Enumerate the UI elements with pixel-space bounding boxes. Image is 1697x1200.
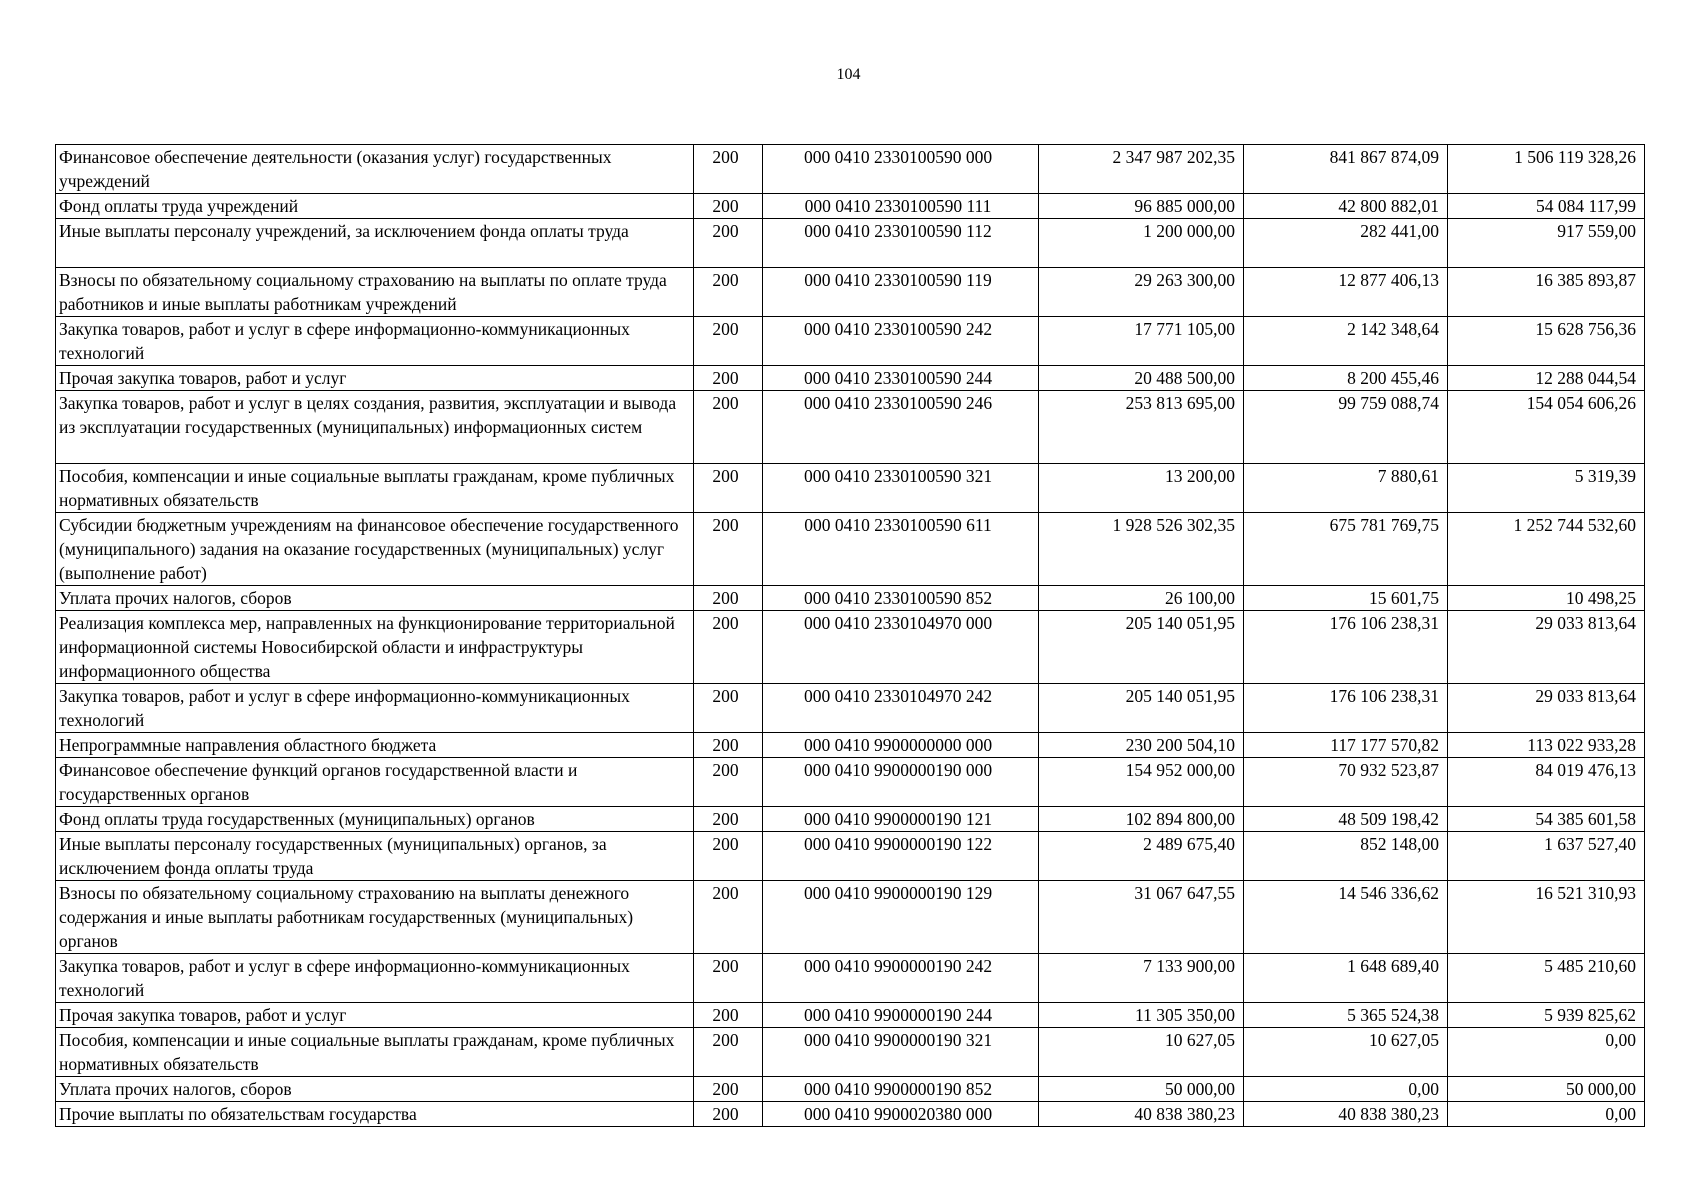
row-rest-cell: 54 385 601,58	[1448, 807, 1645, 832]
row-code-cell: 200	[694, 219, 763, 268]
row-code-cell: 200	[694, 832, 763, 881]
row-plan-cell: 2 347 987 202,35	[1039, 145, 1244, 194]
table-row	[56, 733, 1645, 758]
table-body	[56, 145, 1645, 1127]
row-kbk-cell: 000 0410 9900000000 000	[763, 733, 1039, 758]
row-name-cell: Пособия, компенсации и иные социальные выплаты гражданам, кроме публичных нормативных обязательств	[56, 1028, 694, 1077]
row-name-cell: Фонд оплаты труда учреждений	[56, 194, 694, 219]
row-rest-cell: 29 033 813,64	[1448, 611, 1645, 684]
row-plan-cell: 29 263 300,00	[1039, 268, 1244, 317]
row-plan-cell: 253 813 695,00	[1039, 391, 1244, 464]
row-plan-cell: 20 488 500,00	[1039, 366, 1244, 391]
row-name-cell: Закупка товаров, работ и услуг в сфере информационно-коммуникационных технологий	[56, 317, 694, 366]
table-row	[56, 194, 1645, 219]
row-code-cell: 200	[694, 954, 763, 1003]
row-kbk-cell: 000 0410 9900000190 000	[763, 758, 1039, 807]
table-row	[56, 758, 1645, 807]
row-done-cell: 15 601,75	[1244, 586, 1448, 611]
row-plan-cell: 230 200 504,10	[1039, 733, 1244, 758]
row-code-cell: 200	[694, 611, 763, 684]
row-name-cell: Закупка товаров, работ и услуг в сфере информационно-коммуникационных технологий	[56, 954, 694, 1003]
row-name-cell: Реализация комплекса мер, направленных на функционирование территориальной информационной системы Новосибирской области и инфраструктуры информационного общества	[56, 611, 694, 684]
row-done-cell: 0,00	[1244, 1077, 1448, 1102]
row-done-cell: 48 509 198,42	[1244, 807, 1448, 832]
row-done-cell: 176 106 238,31	[1244, 684, 1448, 733]
row-code-cell: 200	[694, 684, 763, 733]
row-kbk-cell: 000 0410 9900020380 000	[763, 1102, 1039, 1127]
row-rest-cell: 154 054 606,26	[1448, 391, 1645, 464]
table-row	[56, 219, 1645, 268]
row-name-cell: Уплата прочих налогов, сборов	[56, 586, 694, 611]
row-kbk-cell: 000 0410 2330100590 244	[763, 366, 1039, 391]
table-row	[56, 807, 1645, 832]
row-rest-cell: 16 521 310,93	[1448, 881, 1645, 954]
row-done-cell: 10 627,05	[1244, 1028, 1448, 1077]
row-name-cell: Иные выплаты персоналу учреждений, за исключением фонда оплаты труда	[56, 219, 694, 268]
row-done-cell: 12 877 406,13	[1244, 268, 1448, 317]
row-name-cell: Взносы по обязательному социальному страхованию на выплаты денежного содержания и иные выплаты работникам государственных (муниципальных) органов	[56, 881, 694, 954]
row-plan-cell: 102 894 800,00	[1039, 807, 1244, 832]
row-name-cell: Финансовое обеспечение функций органов государственной власти и государственных органов	[56, 758, 694, 807]
row-name-cell: Пособия, компенсации и иные социальные выплаты гражданам, кроме публичных нормативных обязательств	[56, 464, 694, 513]
row-kbk-cell: 000 0410 2330100590 242	[763, 317, 1039, 366]
row-code-cell: 200	[694, 513, 763, 586]
table-row	[56, 832, 1645, 881]
row-rest-cell: 50 000,00	[1448, 1077, 1645, 1102]
row-name-cell: Закупка товаров, работ и услуг в сфере информационно-коммуникационных технологий	[56, 684, 694, 733]
row-kbk-cell: 000 0410 9900000190 242	[763, 954, 1039, 1003]
row-done-cell: 282 441,00	[1244, 219, 1448, 268]
table-row	[56, 1003, 1645, 1028]
row-done-cell: 14 546 336,62	[1244, 881, 1448, 954]
row-name-cell: Субсидии бюджетным учреждениям на финансовое обеспечение государственного (муниципального) задания на оказание государственных (муниципальных) услуг (выполнение работ)	[56, 513, 694, 586]
row-done-cell: 7 880,61	[1244, 464, 1448, 513]
row-done-cell: 2 142 348,64	[1244, 317, 1448, 366]
row-name-cell: Фонд оплаты труда государственных (муниципальных) органов	[56, 807, 694, 832]
table-row	[56, 317, 1645, 366]
row-kbk-cell: 000 0410 2330100590 000	[763, 145, 1039, 194]
row-done-cell: 40 838 380,23	[1244, 1102, 1448, 1127]
row-plan-cell: 96 885 000,00	[1039, 194, 1244, 219]
row-rest-cell: 5 485 210,60	[1448, 954, 1645, 1003]
row-name-cell: Закупка товаров, работ и услуг в целях создания, развития, эксплуатации и вывода из эксплуатации государственных (муниципальных) информационных систем	[56, 391, 694, 464]
row-done-cell: 70 932 523,87	[1244, 758, 1448, 807]
row-name-cell: Прочие выплаты по обязательствам государства	[56, 1102, 694, 1127]
row-kbk-cell: 000 0410 9900000190 122	[763, 832, 1039, 881]
row-code-cell: 200	[694, 317, 763, 366]
table-row	[56, 145, 1645, 194]
table-row	[56, 391, 1645, 464]
row-code-cell: 200	[694, 1028, 763, 1077]
row-kbk-cell: 000 0410 2330100590 119	[763, 268, 1039, 317]
row-name-cell: Непрограммные направления областного бюджета	[56, 733, 694, 758]
row-kbk-cell: 000 0410 2330100590 852	[763, 586, 1039, 611]
row-done-cell: 99 759 088,74	[1244, 391, 1448, 464]
row-code-cell: 200	[694, 881, 763, 954]
table-row	[56, 1102, 1645, 1127]
row-code-cell: 200	[694, 391, 763, 464]
page-number: 104	[836, 66, 861, 83]
row-code-cell: 200	[694, 1077, 763, 1102]
row-code-cell: 200	[694, 268, 763, 317]
row-plan-cell: 10 627,05	[1039, 1028, 1244, 1077]
row-plan-cell: 31 067 647,55	[1039, 881, 1244, 954]
row-code-cell: 200	[694, 586, 763, 611]
table-row	[56, 684, 1645, 733]
row-plan-cell: 13 200,00	[1039, 464, 1244, 513]
table-row	[56, 464, 1645, 513]
row-code-cell: 200	[694, 464, 763, 513]
row-plan-cell: 1 200 000,00	[1039, 219, 1244, 268]
row-kbk-cell: 000 0410 9900000190 321	[763, 1028, 1039, 1077]
row-code-cell: 200	[694, 145, 763, 194]
row-plan-cell: 1 928 526 302,35	[1039, 513, 1244, 586]
row-rest-cell: 54 084 117,99	[1448, 194, 1645, 219]
row-code-cell: 200	[694, 194, 763, 219]
row-code-cell: 200	[694, 366, 763, 391]
row-plan-cell: 205 140 051,95	[1039, 611, 1244, 684]
row-code-cell: 200	[694, 758, 763, 807]
row-done-cell: 117 177 570,82	[1244, 733, 1448, 758]
row-kbk-cell: 000 0410 9900000190 121	[763, 807, 1039, 832]
row-rest-cell: 917 559,00	[1448, 219, 1645, 268]
row-plan-cell: 2 489 675,40	[1039, 832, 1244, 881]
row-name-cell: Финансовое обеспечение деятельности (оказания услуг) государственных учреждений	[56, 145, 694, 194]
row-rest-cell: 0,00	[1448, 1102, 1645, 1127]
row-kbk-cell: 000 0410 2330100590 321	[763, 464, 1039, 513]
row-done-cell: 176 106 238,31	[1244, 611, 1448, 684]
table-row	[56, 954, 1645, 1003]
row-kbk-cell: 000 0410 9900000190 852	[763, 1077, 1039, 1102]
row-done-cell: 852 148,00	[1244, 832, 1448, 881]
row-rest-cell: 84 019 476,13	[1448, 758, 1645, 807]
row-done-cell: 8 200 455,46	[1244, 366, 1448, 391]
table-row	[56, 611, 1645, 684]
row-kbk-cell: 000 0410 2330100590 111	[763, 194, 1039, 219]
row-rest-cell: 10 498,25	[1448, 586, 1645, 611]
row-rest-cell: 5 319,39	[1448, 464, 1645, 513]
row-plan-cell: 40 838 380,23	[1039, 1102, 1244, 1127]
row-name-cell: Иные выплаты персоналу государственных (муниципальных) органов, за исключением фонда оплаты труда	[56, 832, 694, 881]
row-plan-cell: 205 140 051,95	[1039, 684, 1244, 733]
table-row	[56, 513, 1645, 586]
row-plan-cell: 26 100,00	[1039, 586, 1244, 611]
table-row	[56, 1077, 1645, 1102]
row-rest-cell: 15 628 756,36	[1448, 317, 1645, 366]
row-done-cell: 1 648 689,40	[1244, 954, 1448, 1003]
row-code-cell: 200	[694, 733, 763, 758]
row-kbk-cell: 000 0410 9900000190 244	[763, 1003, 1039, 1028]
row-plan-cell: 7 133 900,00	[1039, 954, 1244, 1003]
table-row	[56, 586, 1645, 611]
row-rest-cell: 5 939 825,62	[1448, 1003, 1645, 1028]
row-rest-cell: 16 385 893,87	[1448, 268, 1645, 317]
row-plan-cell: 17 771 105,00	[1039, 317, 1244, 366]
row-kbk-cell: 000 0410 2330100590 112	[763, 219, 1039, 268]
table-row	[56, 366, 1645, 391]
table-row	[56, 1028, 1645, 1077]
row-code-cell: 200	[694, 1102, 763, 1127]
row-name-cell: Взносы по обязательному социальному страхованию на выплаты по оплате труда работников и иные выплаты работникам учреждений	[56, 268, 694, 317]
row-rest-cell: 1 506 119 328,26	[1448, 145, 1645, 194]
row-kbk-cell: 000 0410 2330104970 000	[763, 611, 1039, 684]
row-name-cell: Уплата прочих налогов, сборов	[56, 1077, 694, 1102]
row-done-cell: 42 800 882,01	[1244, 194, 1448, 219]
row-rest-cell: 29 033 813,64	[1448, 684, 1645, 733]
budget-execution-table	[55, 144, 1645, 1127]
row-done-cell: 841 867 874,09	[1244, 145, 1448, 194]
row-plan-cell: 50 000,00	[1039, 1077, 1244, 1102]
row-rest-cell: 1 252 744 532,60	[1448, 513, 1645, 586]
row-plan-cell: 11 305 350,00	[1039, 1003, 1244, 1028]
row-kbk-cell: 000 0410 9900000190 129	[763, 881, 1039, 954]
table-row	[56, 268, 1645, 317]
row-kbk-cell: 000 0410 2330104970 242	[763, 684, 1039, 733]
row-kbk-cell: 000 0410 2330100590 246	[763, 391, 1039, 464]
row-code-cell: 200	[694, 1003, 763, 1028]
row-code-cell: 200	[694, 807, 763, 832]
row-name-cell: Прочая закупка товаров, работ и услуг	[56, 366, 694, 391]
row-kbk-cell: 000 0410 2330100590 611	[763, 513, 1039, 586]
row-rest-cell: 0,00	[1448, 1028, 1645, 1077]
row-done-cell: 675 781 769,75	[1244, 513, 1448, 586]
row-name-cell: Прочая закупка товаров, работ и услуг	[56, 1003, 694, 1028]
table-row	[56, 881, 1645, 954]
row-rest-cell: 1 637 527,40	[1448, 832, 1645, 881]
row-plan-cell: 154 952 000,00	[1039, 758, 1244, 807]
row-rest-cell: 12 288 044,54	[1448, 366, 1645, 391]
row-rest-cell: 113 022 933,28	[1448, 733, 1645, 758]
row-done-cell: 5 365 524,38	[1244, 1003, 1448, 1028]
